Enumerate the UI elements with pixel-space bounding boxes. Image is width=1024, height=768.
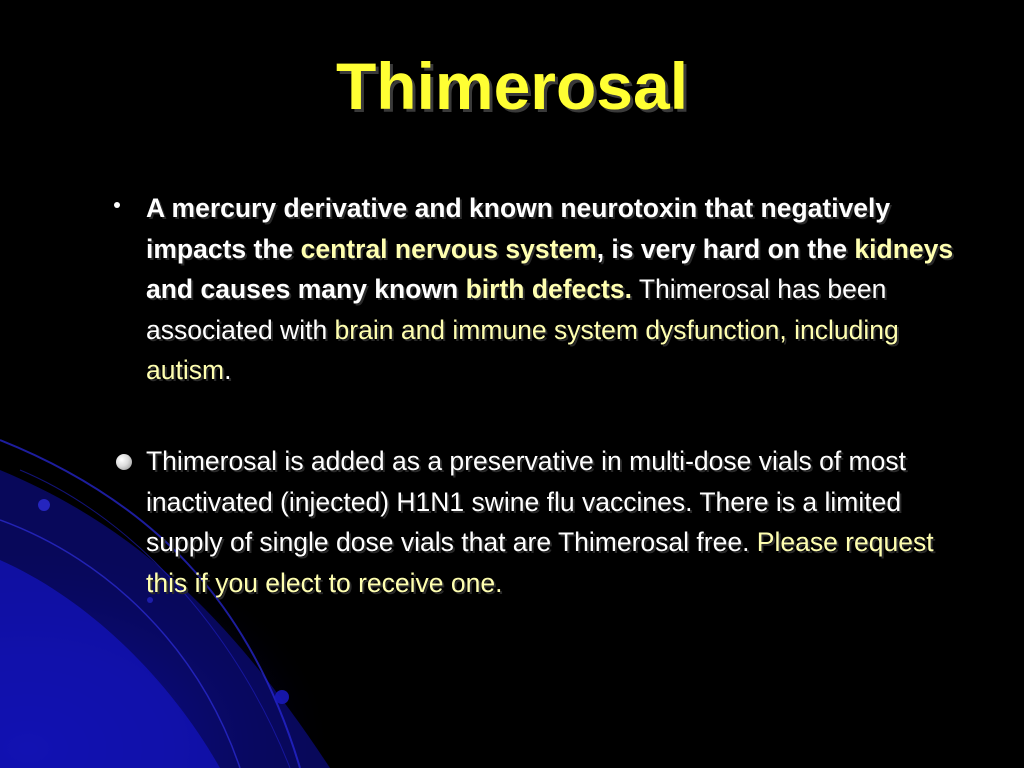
bullet-1-segment-3: , is very hard on the (596, 233, 855, 264)
round-bullet-icon (116, 454, 132, 470)
highlight-kidneys: kidneys (854, 233, 954, 264)
slide-title: Thimerosal (335, 49, 689, 123)
small-dot-icon (114, 202, 120, 208)
highlight-request-request: Please request this if you elect to receive one. (146, 527, 934, 598)
bullet-1-segment-1: A mercury derivative and known neurotoxin that negatively impacts the (146, 193, 891, 264)
bullet-2-segment-1: Thimerosal is added as a preservative in multi-dose vials of most inactivated (injected) H1N1 swine flu vaccines. There is a limited supply of single dose vials that are Thimerosal free. (146, 446, 906, 557)
bullet-1-segment-5: and causes many known (146, 274, 466, 304)
highlight-central-nervous-system: central nervous system (300, 233, 597, 264)
bullet-paragraph-1 (146, 188, 976, 391)
bullet-paragraph-2 (146, 441, 976, 603)
bullet-1-segment-7: Thimerosal has been associated with (146, 274, 887, 345)
highlight-brain-immune-dysfunction: brain and immune system dysfunction, including autism (146, 314, 899, 385)
highlight-birth-defects: birth defects. (465, 274, 632, 304)
bullet-1-segment-9: . (224, 355, 232, 385)
